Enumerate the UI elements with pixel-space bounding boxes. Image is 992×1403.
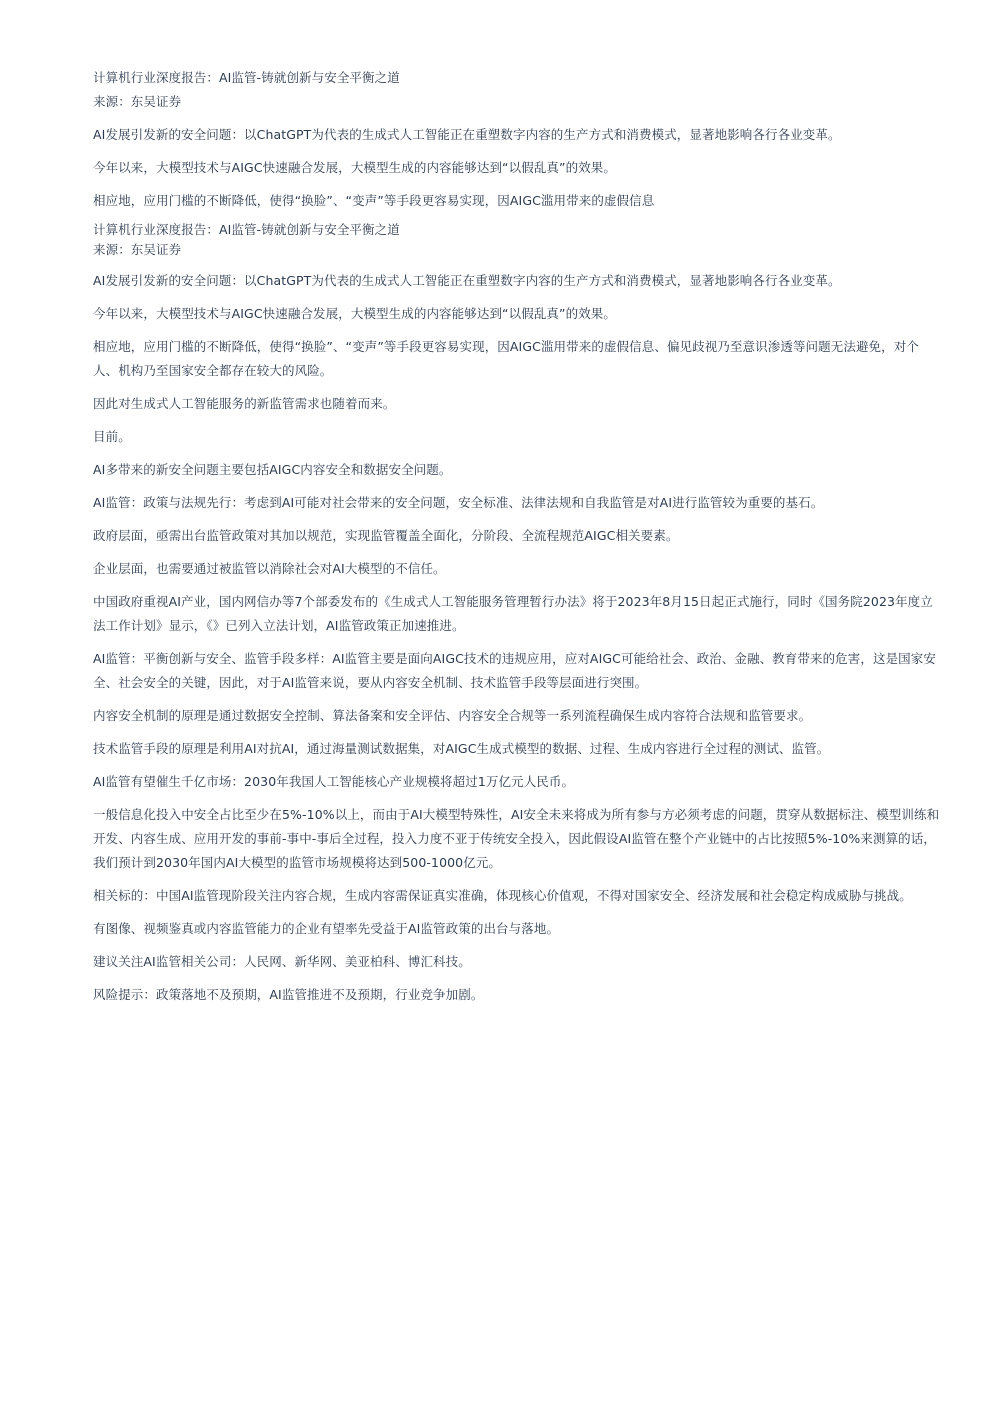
report-title: 计算机行业深度报告：AI监管-铸就创新与安全平衡之道 <box>93 222 400 237</box>
paragraph: 内容安全机制的原理是通过数据安全控制、算法备案和安全评估、内容安全合规等一系列流程确保生成内容符合法规和监管要求。 <box>93 708 812 723</box>
paragraph: AI监管：平衡创新与安全、监管手段多样：AI监管主要是面向AIGC技术的违规应用，应对AIGC可能给社会、政治、金融、教育带来的危害，这是国家安全、社会安全的关键，因此，对于AI监管来说，要从内容安全机制、技术监管手段等层面进行突围。 <box>93 651 936 690</box>
paragraph: AI监管有望催生千亿市场：2030年我国人工智能核心产业规模将超过1万亿元人民币。 <box>93 774 575 789</box>
paragraph: AI发展引发新的安全问题：以ChatGPT为代表的生成式人工智能正在重塑数字内容的生产方式和消费模式，显著地影响各行各业变革。 <box>93 127 841 142</box>
report-source: 来源：东吴证券 <box>93 94 182 109</box>
paragraph: 相关标的：中国AI监管现阶段关注内容合规，生成内容需保证真实准确，体现核心价值观，不得对国家安全、经济发展和社会稳定构成威胁与挑战。 <box>93 888 912 903</box>
report-title: 计算机行业深度报告：AI监管-铸就创新与安全平衡之道 <box>93 70 400 85</box>
paragraph: AI发展引发新的安全问题：以ChatGPT为代表的生成式人工智能正在重塑数字内容的生产方式和消费模式，显著地影响各行各业变革。 <box>93 273 841 288</box>
header-block-2 <box>93 220 943 260</box>
paragraph: 相应地，应用门槛的不断降低，使得“换脸”、“变声”等手段更容易实现，因AIGC滥用带来的虚假信息 <box>93 193 655 208</box>
header-block-1 <box>93 66 943 213</box>
paragraph: 一般信息化投入中安全占比至少在5%-10%以上，而由于AI大模型特殊性，AI安全未来将成为所有参与方必须考虑的问题，贯穿从数据标注、模型训练和开发、内容生成、应用开发的事前-事中-事后全过程，投入力度不亚于传统安全投入，因此假设AI监管在整个产业链中的占比按照5%-10%来测算的话，我们预计到2030年国内AI大模型的监管市场规模将达到500-1000亿元。 <box>93 807 940 870</box>
paragraph: 相应地，应用门槛的不断降低，使得“换脸”、“变声”等手段更容易实现，因AIGC滥用带来的虚假信息、偏见歧视乃至意识渗透等问题无法避免，对个人、机构乃至国家安全都存在较大的风险。 <box>93 339 919 378</box>
paragraph: AI多带来的新安全问题主要包括AIGC内容安全和数据安全问题。 <box>93 462 452 477</box>
paragraph: 政府层面，亟需出台监管政策对其加以规范，实现监管覆盖全面化，分阶段、全流程规范AIGC相关要素。 <box>93 528 679 543</box>
paragraph: 有图像、视频鉴真或内容监管能力的企业有望率先受益于AI监管政策的出台与落地。 <box>93 921 560 936</box>
paragraph: 因此对生成式人工智能服务的新监管需求也随着而来。 <box>93 396 396 411</box>
report-source: 来源：东吴证券 <box>93 242 182 257</box>
paragraph: 建议关注AI监管相关公司：人民网、新华网、美亚柏科、博汇科技。 <box>93 954 471 969</box>
paragraph: 企业层面，也需要通过被监管以消除社会对AI大模型的不信任。 <box>93 561 446 576</box>
paragraph: 目前。 <box>93 429 131 444</box>
paragraph: 技术监管手段的原理是利用AI对抗AI，通过海量测试数据集，对AIGC生成式模型的数据、过程、生成内容进行全过程的测试、监管。 <box>93 741 830 756</box>
paragraph: 中国政府重视AI产业，国内网信办等7个部委发布的《生成式人工智能服务管理暂行办法》将于2023年8月15日起正式施行，同时《国务院2023年度立法工作计划》显示，《》已列入立法计划，AI监管政策正加速推进。 <box>93 594 933 633</box>
paragraph: 今年以来，大模型技术与AIGC快速融合发展，大模型生成的内容能够达到“以假乱真”的效果。 <box>93 160 617 175</box>
paragraph: 今年以来，大模型技术与AIGC快速融合发展，大模型生成的内容能够达到“以假乱真”的效果。 <box>93 306 617 321</box>
paragraph: 风险提示：政策落地不及预期，AI监管推进不及预期，行业竞争加剧。 <box>93 987 484 1002</box>
document-page <box>93 66 943 1016</box>
body-paragraphs <box>93 269 943 1007</box>
paragraph: AI监管：政策与法规先行：考虑到AI可能对社会带来的安全问题，安全标准、法律法规和自我监管是对AI进行监管较为重要的基石。 <box>93 495 824 510</box>
